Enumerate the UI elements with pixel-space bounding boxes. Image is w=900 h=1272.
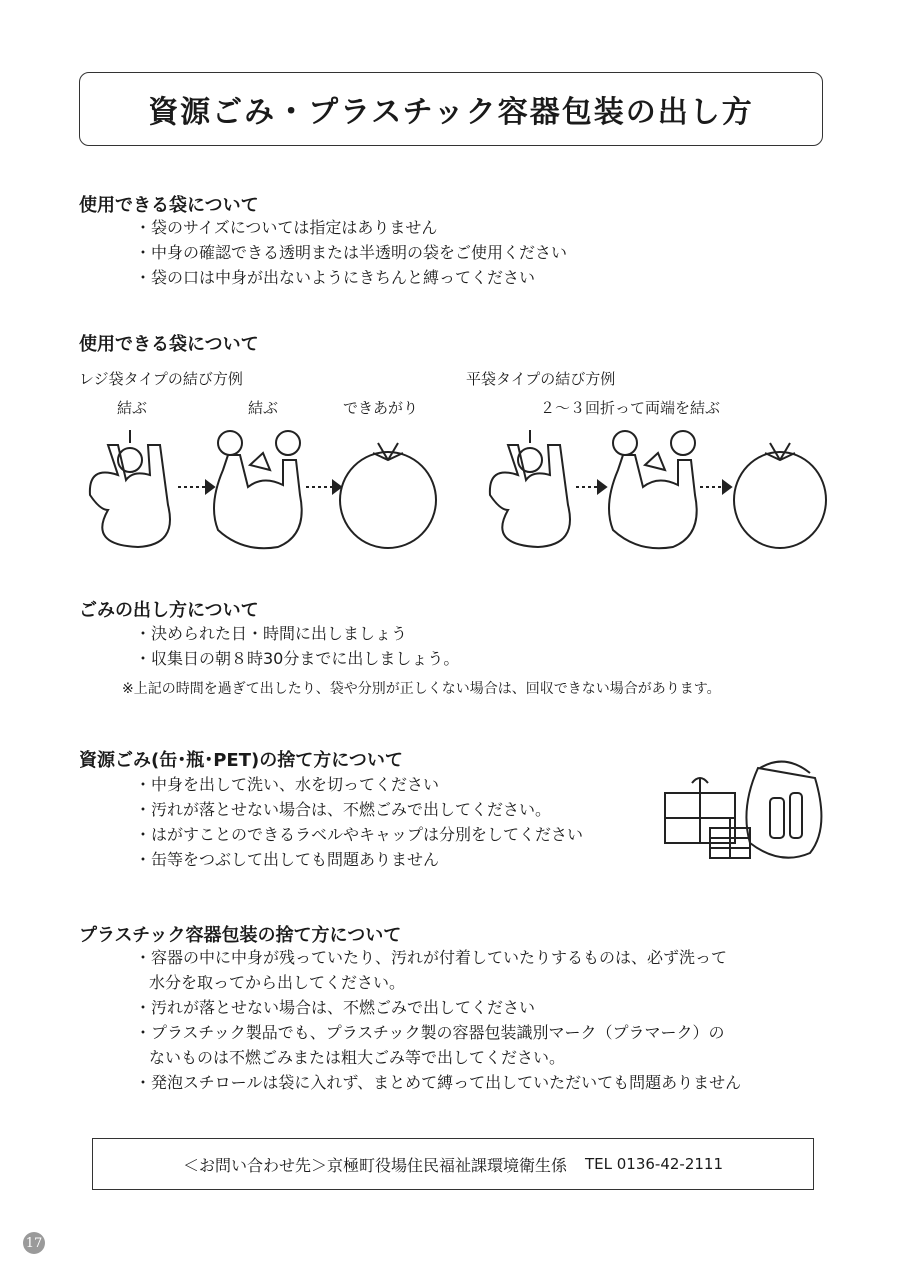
section-heading-tying: 使用できる袋について [79,334,259,355]
section-heading-disposal: ごみの出し方について [79,600,259,621]
list-item: ・袋のサイズについては指定はありません [135,218,438,237]
section-heading-plastic: プラスチック容器包装の捨て方について [79,925,402,946]
arrow-right-icon [178,481,214,493]
flat-bag-finished-icon [734,443,826,548]
list-item [135,945,741,995]
bag-finished-icon [340,443,436,548]
list-item: ・収集日の朝８時30分までに出しましょう。 [135,649,460,668]
title-box [79,72,823,146]
list-item-line: ないものは不燃ごみまたは粗大ごみ等で出してください。 [149,1048,566,1067]
list-item: ・汚れが落とせない場合は、不燃ごみで出してください [135,998,536,1017]
bag-tying-illustration [78,425,838,555]
flat-bag-step-2-icon [609,431,697,548]
recyclables-icon [660,748,830,868]
page-title: 資源ごみ・プラスチック容器包装の出し方 [148,95,754,130]
list-item: ・袋の口は中身が出ないようにきちんと縛ってください [135,268,536,287]
bag-step-2-icon [214,431,302,548]
list-item: ・決められた日・時間に出しましょう [135,624,408,643]
list-item-line: 水分を取ってから出してください。 [149,973,406,992]
list-item: ・汚れが落とせない場合は、不燃ごみで出してください。 [135,800,552,819]
arrow-right-icon [700,481,731,493]
list-item: ・はがすことのできるラベルやキャップは分別をしてください [135,825,584,844]
contact-box [92,1138,814,1190]
list-item: ・中身を出して洗い、水を切ってください [135,775,440,794]
contact-phone: TEL 0136-42-2111 [584,1155,724,1173]
disposal-note: ※上記の時間を過ぎて出したり、袋や分別が正しくない場合は、回収できない場合があります。 [122,681,721,697]
arrow-right-icon [306,481,341,493]
caption-flat-bag: 平袋タイプの結び方例 [466,370,616,388]
list-item: ・缶等をつぶして出しても問題ありません [135,850,440,869]
contact-label: ＜お問い合わせ先＞京極町役場住民福祉課環境衛生係 [182,1155,567,1175]
recyclables-rules-list [135,772,583,872]
list-item: ・発泡スチロールは袋に入れず、まとめて縛って出していただいても問題ありません [135,1073,742,1092]
plastic-rules-list [135,945,741,1095]
bag-rules-list [135,215,567,290]
step-label-done: できあがり [343,399,419,417]
list-item: ・中身の確認できる透明または半透明の袋をご使用ください [135,243,568,262]
step-label-fold: ２～３回折って両端を結ぶ [540,399,721,417]
bag-step-1-icon [90,430,170,547]
list-item [135,1020,741,1070]
arrow-right-icon [576,481,606,493]
list-item-line: ・プラスチック製品でも、プラスチック製の容器包装識別マーク（プラマーク）の [135,1023,725,1042]
section-heading-recyclables: 資源ごみ(缶･瓶･PET)の捨て方について [79,750,403,771]
step-label-tie-2: 結ぶ [248,399,279,417]
section-heading-bags: 使用できる袋について [79,195,259,216]
disposal-rules-list [135,621,459,671]
caption-shopping-bag: レジ袋タイプの結び方例 [79,370,243,388]
flat-bag-step-1-icon [490,430,570,547]
list-item-line: ・容器の中に中身が残っていたり、汚れが付着していたりするものは、必ず洗って [135,948,728,967]
step-label-tie-1: 結ぶ [117,399,148,417]
page-number: 17 [23,1232,45,1254]
